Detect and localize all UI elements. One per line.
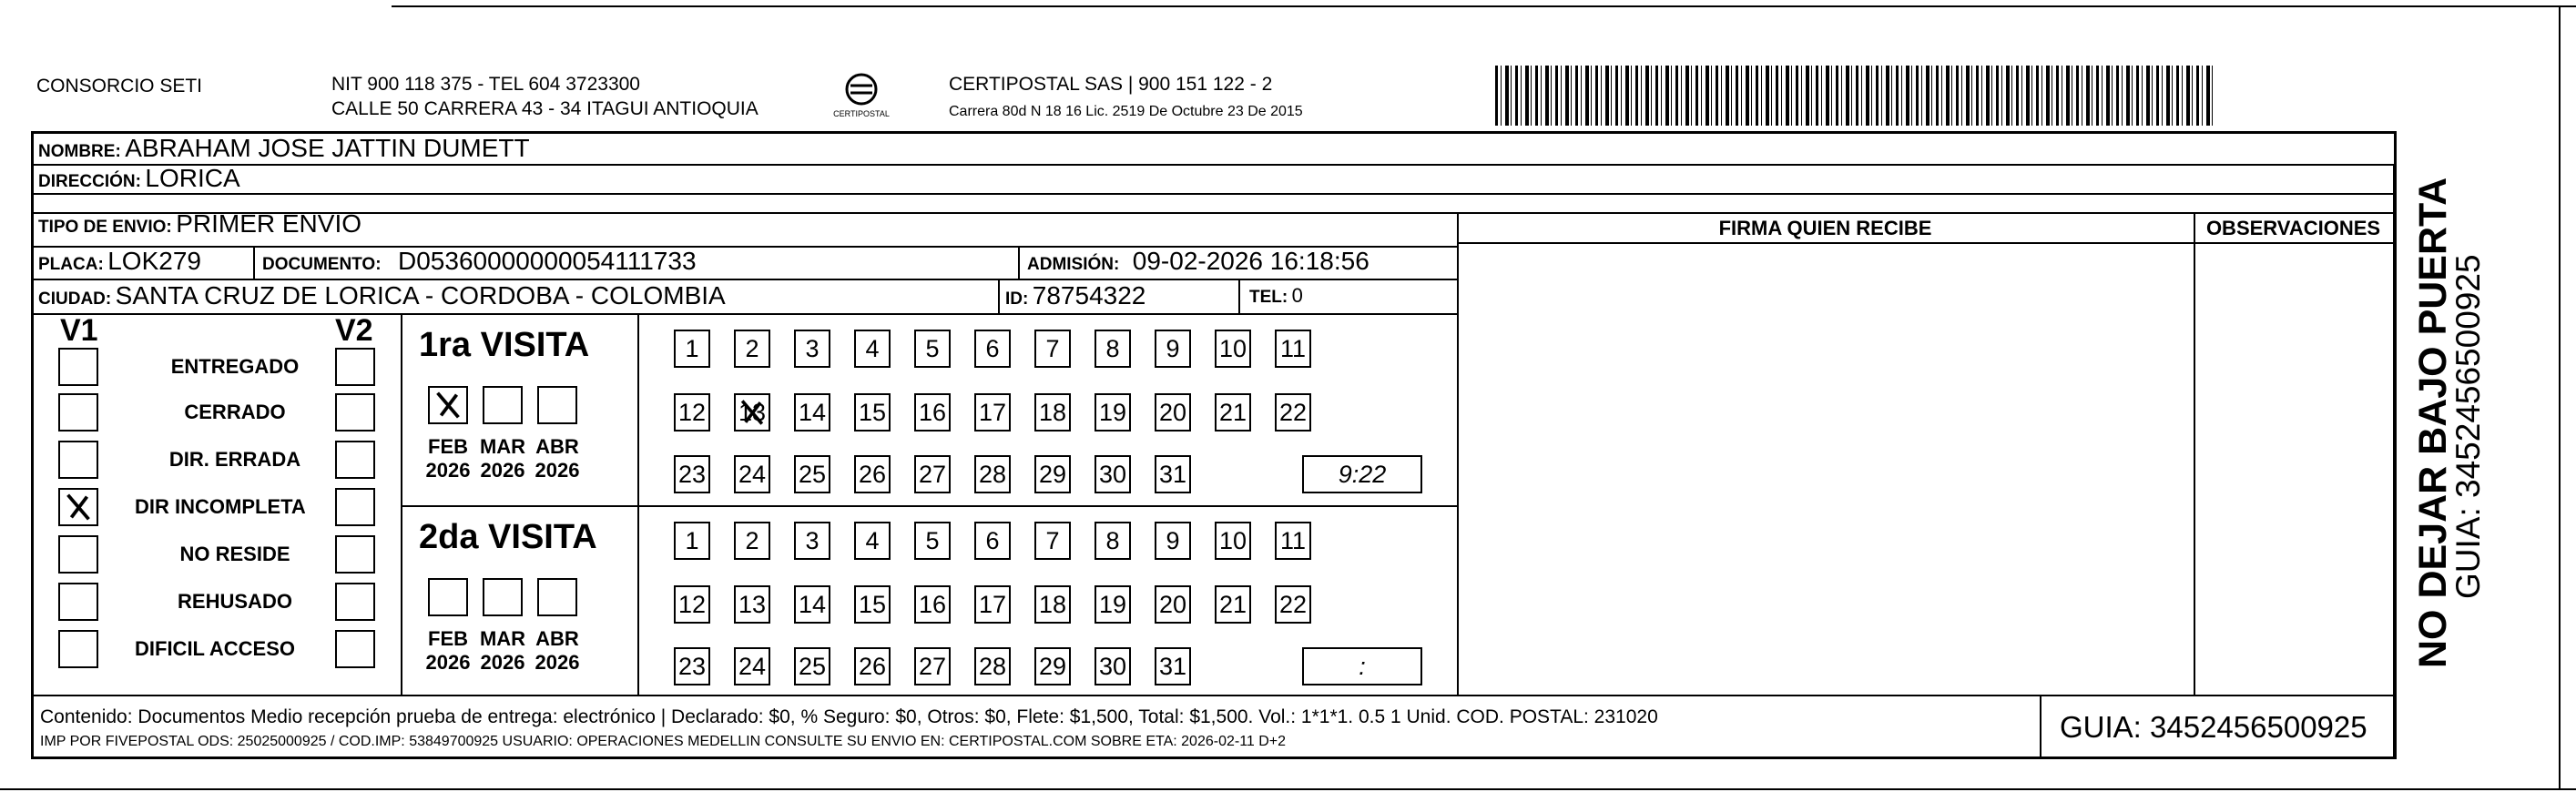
day-box[interactable]: 28: [974, 647, 1011, 685]
footer-guia: GUIA: 3452456500925: [2060, 710, 2367, 744]
day-box[interactable]: 9: [1155, 522, 1191, 560]
side-guia: GUIA: 3452456500925: [2449, 254, 2487, 599]
ciudad-label: CIUDAD:: [38, 289, 112, 309]
v2-checkbox[interactable]: [335, 441, 375, 479]
day-box[interactable]: 2: [734, 522, 770, 560]
day-box[interactable]: 1: [674, 330, 710, 368]
day-box[interactable]: 27: [914, 455, 951, 493]
day-box[interactable]: 29: [1034, 455, 1071, 493]
month-label: FEB 2026: [425, 435, 471, 482]
month-checkbox[interactable]: [428, 578, 468, 616]
month-label: ABR 2026: [535, 435, 580, 482]
time-box[interactable]: 9:22: [1302, 455, 1422, 493]
placa-label: PLACA:: [38, 255, 104, 274]
day-box[interactable]: 15: [854, 393, 891, 432]
status-label: REHUSADO: [178, 590, 292, 613]
day-box[interactable]: 24: [734, 647, 770, 685]
day-box[interactable]: 13: [734, 585, 770, 624]
day-box[interactable]: 17: [974, 585, 1011, 624]
side-warning: NO DEJAR BAJO PUERTA: [2411, 177, 2455, 668]
footer-imp: IMP POR FIVEPOSTAL ODS: 25025000925 / COD.IMP: 53849700925 USUARIO: OPERACIONES MEDELLIN CONSULTE SU ENVIO EN: CERTIPOSTAL.COM SOBRE ETA: 2026-02-11 D+2: [40, 734, 1287, 749]
day-box[interactable]: 20: [1155, 393, 1191, 432]
month-label: MAR 2026: [479, 435, 526, 482]
tipo-row: [38, 208, 361, 245]
day-box[interactable]: 11: [1275, 522, 1311, 560]
day-box[interactable]: 19: [1095, 393, 1131, 432]
day-box[interactable]: 16: [914, 585, 951, 624]
day-box[interactable]: 28: [974, 455, 1011, 493]
v1-header: V1: [60, 313, 98, 348]
v1-checkbox[interactable]: [58, 583, 98, 621]
day-box[interactable]: 9: [1155, 330, 1191, 368]
carrier-address: Carrera 80d N 18 16 Lic. 2519 De Octubre 23 De 2015: [949, 104, 1303, 119]
firma-header: FIRMA QUIEN RECIBE: [1718, 217, 1932, 239]
day-box[interactable]: 24: [734, 455, 770, 493]
v1-checkbox[interactable]: [58, 348, 98, 386]
v1-checkbox[interactable]: [58, 630, 98, 668]
day-box[interactable]: 25: [794, 455, 830, 493]
admision-value: 09-02-2026 16:18:56: [1132, 247, 1369, 275]
row-divider: [1457, 212, 2395, 214]
day-box[interactable]: 3: [794, 330, 830, 368]
footer-guia-divider: [2040, 695, 2041, 759]
status-label: NO RESIDE: [179, 543, 290, 565]
status-label: DIR. ERRADA: [168, 448, 301, 471]
ciudad-cell: [38, 280, 726, 316]
day-box[interactable]: 23: [674, 455, 710, 493]
day-box[interactable]: 29: [1034, 647, 1071, 685]
admision-cell: [1027, 246, 1369, 281]
ciudad-value: SANTA CRUZ DE LORICA - CORDOBA - COLOMBIA: [115, 281, 726, 310]
day-box[interactable]: 5: [914, 330, 951, 368]
status-label: ENTREGADO: [170, 355, 300, 378]
col-divider: [2393, 164, 2395, 759]
day-box[interactable]: 6: [974, 522, 1011, 560]
v2-checkbox[interactable]: [335, 488, 375, 526]
col-divider: [1238, 279, 1240, 313]
nombre-label: NOMBRE:: [38, 142, 121, 161]
svg-text:CERTIPOSTAL: CERTIPOSTAL: [833, 109, 890, 118]
firma-area[interactable]: [1459, 244, 2192, 694]
day-box[interactable]: 13: [734, 393, 770, 432]
tipo-value: PRIMER ENVIO: [176, 209, 362, 238]
day-box[interactable]: 11: [1275, 330, 1311, 368]
day-box[interactable]: 26: [854, 647, 891, 685]
day-box[interactable]: 10: [1215, 522, 1251, 560]
month-checkbox[interactable]: [483, 386, 523, 424]
status-divider: [401, 313, 402, 695]
day-box[interactable]: 10: [1215, 330, 1251, 368]
day-box[interactable]: 18: [1034, 585, 1071, 624]
day-box[interactable]: 21: [1215, 393, 1251, 432]
col-divider: [253, 246, 255, 279]
nombre-value: ABRAHAM JOSE JATTIN DUMETT: [125, 134, 530, 162]
day-box[interactable]: 5: [914, 522, 951, 560]
day-box[interactable]: 20: [1155, 585, 1191, 624]
day-box[interactable]: 25: [794, 647, 830, 685]
month-label: ABR 2026: [535, 627, 580, 674]
visit-divider: [401, 505, 1457, 507]
visit-title: 1ra VISITA: [419, 326, 590, 364]
direccion-label: DIRECCIÓN:: [38, 172, 141, 191]
day-box[interactable]: 1: [674, 522, 710, 560]
company-name: CONSORCIO SETI: [36, 76, 203, 96]
observaciones-area[interactable]: [2195, 244, 2391, 694]
day-box[interactable]: 4: [854, 330, 891, 368]
month-checkbox[interactable]: [537, 386, 577, 424]
company-address: CALLE 50 CARRERA 43 - 34 ITAGUI ANTIOQUIA: [331, 98, 759, 119]
v1-checkbox[interactable]: [58, 535, 98, 574]
v1-checkbox[interactable]: [58, 488, 98, 526]
day-box[interactable]: 8: [1095, 522, 1131, 560]
day-box[interactable]: 17: [974, 393, 1011, 432]
placa-value: LOK279: [107, 247, 201, 275]
v2-checkbox[interactable]: [335, 348, 375, 386]
status-label: CERRADO: [184, 401, 286, 423]
day-box[interactable]: 22: [1275, 393, 1311, 432]
admision-label: ADMISIÓN:: [1027, 255, 1120, 274]
month-checkbox[interactable]: [428, 386, 468, 424]
status-label: DIFICIL ACCESO: [135, 637, 296, 660]
tel-label: TEL:: [1249, 288, 1288, 307]
day-box[interactable]: 21: [1215, 585, 1251, 624]
months-divider: [637, 313, 639, 695]
day-box[interactable]: 16: [914, 393, 951, 432]
day-box[interactable]: 23: [674, 647, 710, 685]
right-edge-line: [2559, 5, 2561, 788]
time-box[interactable]: :: [1302, 647, 1422, 685]
v2-checkbox[interactable]: [335, 535, 375, 574]
top-edge-line: [392, 5, 2576, 7]
month-label: FEB 2026: [425, 627, 471, 674]
documento-cell: [262, 246, 697, 281]
visit-title: 2da VISITA: [419, 518, 597, 556]
bottom-edge-line: [0, 788, 2576, 790]
id-label: ID:: [1005, 289, 1029, 309]
day-box[interactable]: 19: [1095, 585, 1131, 624]
day-box[interactable]: 4: [854, 522, 891, 560]
direccion-row: [38, 164, 240, 198]
id-value: 78754322: [1032, 281, 1146, 310]
day-box[interactable]: 7: [1034, 330, 1071, 368]
day-box[interactable]: 31: [1155, 647, 1191, 685]
day-box[interactable]: 2: [734, 330, 770, 368]
day-box[interactable]: 18: [1034, 393, 1071, 432]
day-box[interactable]: 30: [1095, 647, 1131, 685]
day-box[interactable]: 22: [1275, 585, 1311, 624]
col-divider: [998, 279, 1000, 313]
company-nit: NIT 900 118 375 - TEL 604 3723300: [331, 74, 640, 95]
carrier-name: CERTIPOSTAL SAS | 900 151 122 - 2: [949, 74, 1273, 95]
tel-cell: [1249, 280, 1303, 314]
documento-value: D05360000000054111733: [398, 247, 697, 275]
day-box[interactable]: 12: [674, 585, 710, 624]
certipostal-logo-icon: [832, 69, 891, 127]
month-checkbox[interactable]: [483, 578, 523, 616]
row-divider: [33, 193, 2395, 195]
barcode: [1495, 66, 2215, 126]
v2-checkbox[interactable]: [335, 630, 375, 668]
documento-label: DOCUMENTO:: [262, 255, 382, 274]
day-box[interactable]: 14: [794, 393, 830, 432]
observaciones-header: OBSERVACIONES: [2205, 217, 2381, 239]
placa-cell: [38, 246, 201, 281]
v2-checkbox[interactable]: [335, 583, 375, 621]
month-checkbox[interactable]: [537, 578, 577, 616]
month-label: MAR 2026: [479, 627, 526, 674]
direccion-value: LORICA: [145, 164, 240, 192]
tel-value: 0: [1291, 284, 1303, 307]
footer-contenido: Contenido: Documentos Medio recepción prueba de entrega: electrónico | Declarado: $0, % Seguro: $0, Otros: $0, Flete: $1,500, Total: $1,500. Vol.: 1*1*1. 0.5 1 Unid. COD. POSTAL: 231020: [40, 706, 1658, 727]
v2-header: V2: [335, 313, 373, 348]
col-divider: [1018, 246, 1020, 279]
tipo-label: TIPO DE ENVIO:: [38, 218, 172, 237]
day-box[interactable]: 27: [914, 647, 951, 685]
day-box[interactable]: 12: [674, 393, 710, 432]
day-box[interactable]: 26: [854, 455, 891, 493]
day-box[interactable]: 31: [1155, 455, 1191, 493]
id-cell: [1005, 280, 1145, 316]
day-box[interactable]: 6: [974, 330, 1011, 368]
day-box[interactable]: 8: [1095, 330, 1131, 368]
v2-checkbox[interactable]: [335, 393, 375, 432]
status-label: DIR INCOMPLETA: [135, 495, 306, 518]
day-box[interactable]: 14: [794, 585, 830, 624]
day-box[interactable]: 30: [1095, 455, 1131, 493]
day-mark-icon: [736, 395, 769, 430]
day-box[interactable]: 3: [794, 522, 830, 560]
v1-checkbox[interactable]: [58, 393, 98, 432]
v1-checkbox[interactable]: [58, 441, 98, 479]
day-box[interactable]: 7: [1034, 522, 1071, 560]
day-box[interactable]: 15: [854, 585, 891, 624]
